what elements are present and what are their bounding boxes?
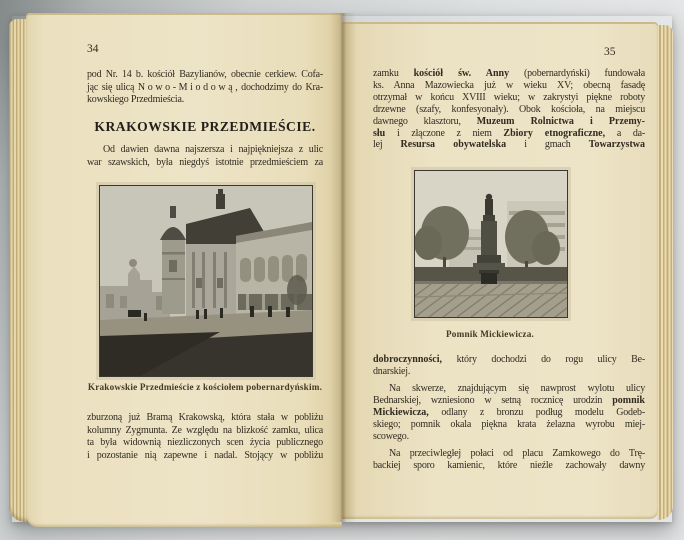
paragraph-kamienice: Na przeciwległej połaci od placu Zamkowego do Trę- backiej sporo kamienic, które nieźle zachowały dawny (373, 448, 645, 471)
page-35 (342, 22, 658, 519)
photo-krakowskie-przedmiescie (99, 185, 313, 377)
paragraph-street-history: Od dawien dawna najszersza i najpiękniejsza z ulic war szawskich, była niegdyś istotnie przedmieściem za (87, 144, 323, 168)
page-edges-right (657, 25, 673, 520)
photo-caption-left: Krakowskie Przedmieście z kościołem pobernardyńskim. (87, 382, 323, 392)
monument-scene-illustration (415, 171, 567, 317)
photo-pomnik-mickiewicza (414, 170, 568, 318)
paragraph-skwer-pomnik: Na skwerze, znajdującym się nawprost wylotu ulicy Bednarskiej, wzniesiono w setną rocznicę urodzin pomnik Mickiewicza, odlany z bronzu podług modelu Godeb- skiego; pomnik okala piękna krata żelazna wyrobu miej- scowego. (373, 383, 645, 442)
street-scene-illustration (100, 186, 312, 376)
section-heading: KRAKOWSKIE PRZEDMIEŚCIE. (94, 119, 316, 134)
page-number-left: 34 (87, 43, 99, 55)
page-34 (26, 13, 342, 527)
paragraph-intro: pod Nr. 14 b. kościół Bazylianów, obecnie cerkiew. Cofa- jąc się ulicą Nowo-Miodową, dochodzimy do Kra- kowskiego Przedmieścia. (87, 69, 323, 106)
paragraph-brama-krakowska: zburzoną już Bramą Krakowską, która stała w pobliżu kolumny Zygmunta. Ze względu na blizkość zamku, ulica ta była widownią niezliczonych scen życia publicznego i pozostanie nią zapewne i nadal. Stojący w pobliżu (87, 412, 323, 461)
paragraph-kosciol-anny: zamku kościół św. Anny (pobernardyński) fundowała ks. Anna Mazowiecka już w wieku XV; obecną fasadę otrzymał w końcu XVIII wieku; w zakrystyi piękne roboty drzewne (szafy, konfesyonały). Obok kościoła, na miejscu dawnego klasztoru, Muzeum Rolnictwa i Przemy- słu i złączone z niem Zbiory etnograficzne, a da- lej Resursa obywatelska i gmach Towarzystwa (373, 68, 645, 151)
paragraph-dobroczynnosci: dobroczynności, który dochodzi do rogu ulicy Be- dnarskiej. (373, 354, 645, 377)
photo-caption-right: Pomnik Mickiewicza. (445, 329, 534, 339)
page-number-right: 35 (604, 46, 616, 58)
